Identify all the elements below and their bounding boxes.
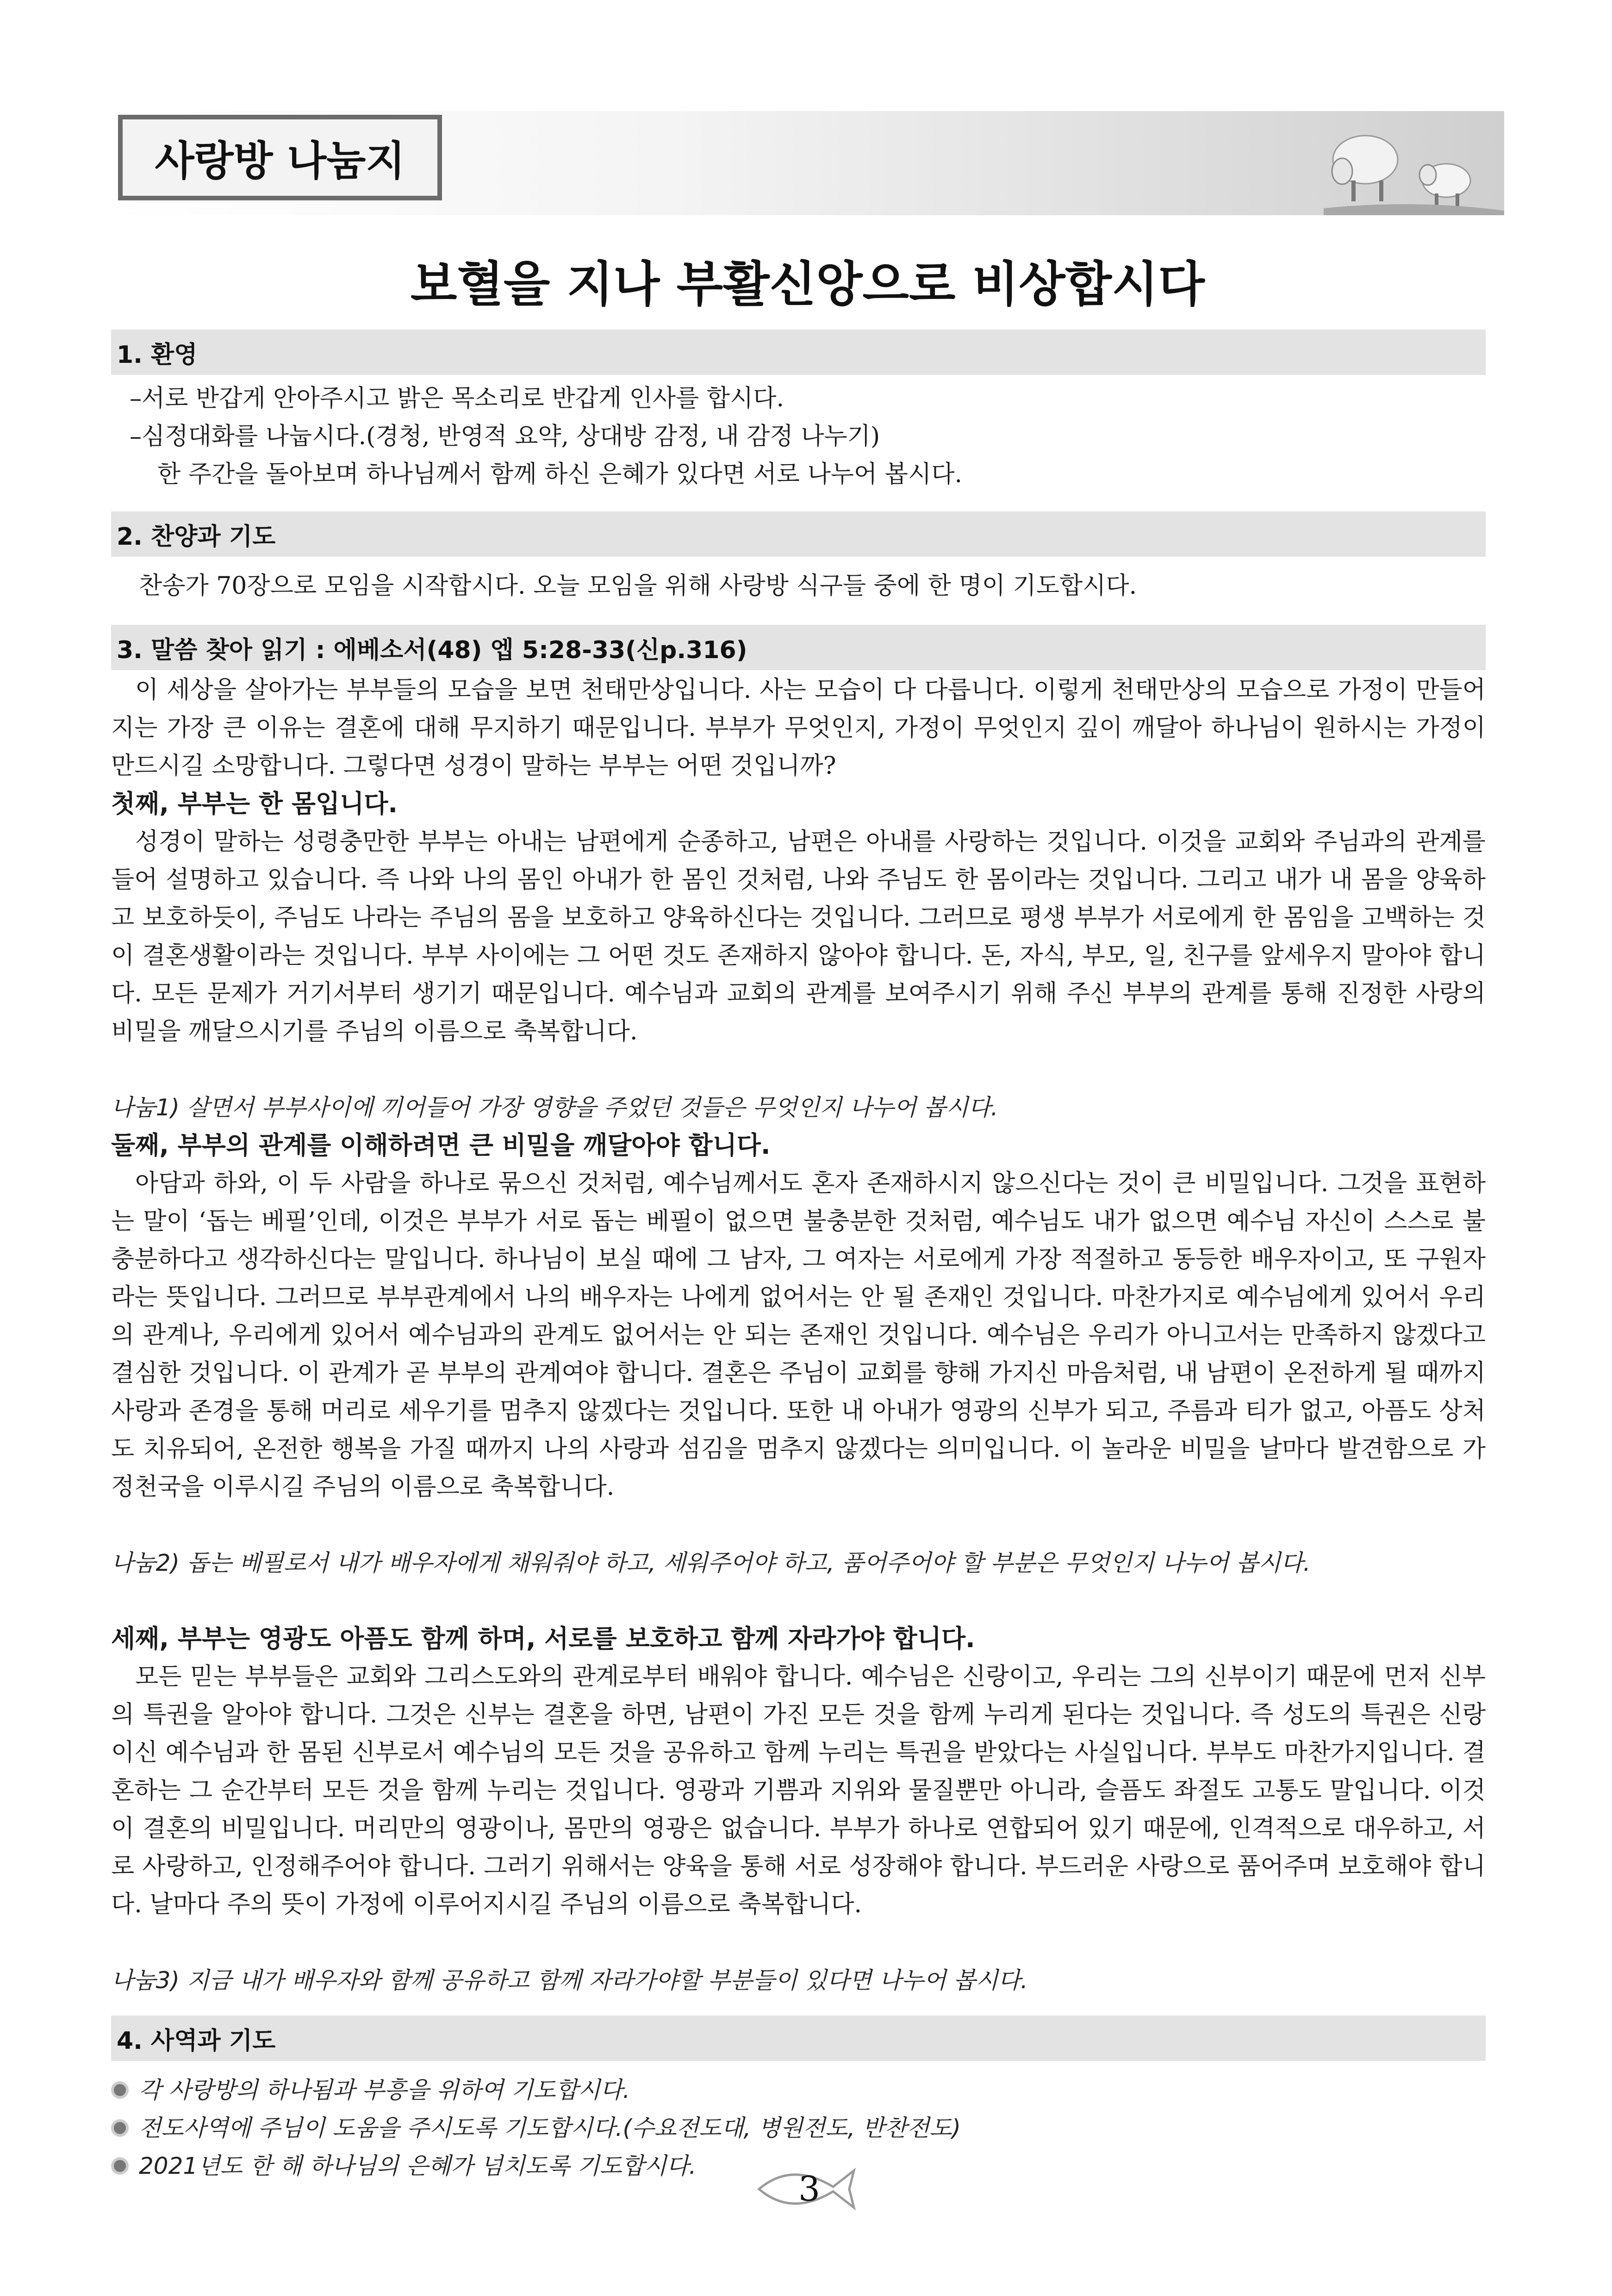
bullet-icon: [111, 2119, 129, 2137]
section-heading-welcome: [111, 330, 1486, 375]
section-heading-label: 1. 환영: [117, 341, 198, 369]
section-heading-label: 4. 사역과 기도: [117, 2027, 276, 2055]
prayer-item-text: 2021년도 한 해 하나님의 은혜가 넘치도록 기도합시다.: [139, 2153, 697, 2179]
share-question-2: 나눔2) 돕는 베필로서 내가 배우자에게 채워줘야 하고, 세워주어야 하고, 품어주어야 할 부분은 무엇인지 나누어 봅시다.: [111, 1549, 1311, 1576]
prayer-item-text: 전도사역에 주님이 도움을 주시도록 기도합시다.(수요전도대, 병원전도, 반찬전도): [139, 2115, 961, 2141]
point-3-title: 세째, 부부는 영광도 아픔도 함께 하며, 서로를 보호하고 함께 자라가야 합니다.: [111, 1624, 975, 1653]
point-1-title: 첫째, 부부는 한 몸입니다.: [111, 789, 398, 818]
welcome-line-2: –심정대화를 나눕시다.(경청, 반영적 요약, 상대방 감정, 내 감정 나누기): [130, 423, 880, 450]
point-2-body: 아담과 하와, 이 두 사람을 하나로 묶으신 것처럼, 예수님께서도 혼자 존재하시지 않으신다는 것이 큰 비밀입니다. 그것을 표현하는 말이 ‘돕는 베필’인데, 이것은 부부가 서로 돕는 베필이 없으면 불충분한 것처럼, 예수님도 내가 없으면 예수님 자신이 스스로 불충분하다고 생각하신다는 말입니다. 하나님이 보실 때에 그 남자, 그 여자는 서로에게 가장 적절하고 동등한 배우자이고, 또 구원자라는 뜻입니다. 그러므로 부부관계에서 나의 배우자는 나에게 없어서는 안 될 존재인 것입니다. 마찬가지로 예수님에게 있어서 우리의 관계나, 우리에게 있어서 예수님과의 관계도 없어서는 안 되는 존재인 것입니다. 예수님은 우리가 아니고서는 만족하지 않겠다고 결심한 것입니다. 이 관계가 곧 부부의 관계여야 합니다. 결혼은 주님이 교회를 향해 가지신 마음처럼, 내 남편이 온전하게 될 때까지 사랑과 존경을 통해 머리로 세우기를 멈추지 않겠다는 것입니다. 또한 내 아내가 영광의 신부가 되고, 주름과 티가 없고, 아픔도 상처도 치유되어, 온전한 행복을 가질 때까지 나의 사랑과 섬김을 멈추지 않겠다는 의미입니다. 이 놀라운 비밀을 날마다 발견함으로 가정천국을 이루시길 주님의 이름으로 축복합니다.: [111, 1170, 1486, 1501]
prayer-item: [111, 2071, 1486, 2109]
header-badge: [118, 115, 442, 200]
welcome-line-1: –서로 반갑게 안아주시고 밝은 목소리로 반갑게 인사를 합시다.: [130, 385, 784, 412]
header-badge-label: 사랑방 나눔지: [155, 137, 405, 185]
point-3-body: 모든 믿는 부부들은 교회와 그리스도와의 관계로부터 배워야 합니다. 예수님은 신랑이고, 우리는 그의 신부이기 때문에 먼저 신부의 특권을 알아야 합니다. 그것은 신부는 결혼을 하면, 남편이 가진 모든 것을 함께 누리게 된다는 것입니다. 즉 성도의 특권은 신랑이신 예수님과 한 몸된 신부로서 예수님의 모든 것을 공유하고 함께 누리는 특권을 받았다는 사실입니다. 부부도 마찬가지입니다. 결혼하는 그 순간부터 모든 것을 함께 누리는 것입니다. 영광과 기쁨과 지위와 물질뿐만 아니라, 슬픔도 좌절도 고통도 말입니다. 이것이 결혼의 비밀입니다. 머리만의 영광이나, 몸만의 영광은 없습니다. 부부가 하나로 연합되어 있기 때문에, 인격적으로 대우하고, 서로 사랑하고, 인정해주어야 합니다. 그러기 위해서는 양육을 통해 서로 성장해야 합니다. 부드러운 사랑으로 품어주며 보호해야 합니다. 날마다 주의 뜻이 가정에 이루어지시길 주님의 이름으로 축복합니다.: [111, 1663, 1486, 1918]
prayer-item-text: 각 사랑방의 하나됨과 부흥을 위하여 기도합시다.: [139, 2077, 630, 2103]
page-title: 보혈을 지나 부활신앙으로 비상합시다: [410, 256, 1205, 312]
share-question-1: 나눔1) 살면서 부부사이에 끼어들어 가장 영향을 주었던 것들은 무엇인지 나누어 봅시다.: [111, 1094, 998, 1121]
word-intro: 이 세상을 살아가는 부부들의 모습을 보면 천태만상입니다. 사는 모습이 다 다릅니다. 이렇게 천태만상의 모습으로 가정이 만들어지는 가장 큰 이유는 결혼에 대해 무지하기 때문입니다. 부부가 무엇인지, 가정이 무엇인지 깊이 깨달아 하나님이 원하시는 가정이 만드시길 소망합니다. 그렇다면 성경이 말하는 부부는 어떤 것입니까?: [111, 676, 1486, 780]
page-number: [754, 2159, 861, 2219]
section-heading-label: 2. 찬양과 기도: [117, 523, 276, 551]
section-heading-prayer: [111, 2016, 1486, 2061]
section-heading-praise: [111, 511, 1486, 557]
point-1-body: 성경이 말하는 성령충만한 부부는 아내는 남편에게 순종하고, 남편은 아내를 사랑하는 것입니다. 이것을 교회와 주님과의 관계를 들어 설명하고 있습니다. 즉 나와 나의 몸인 아내가 한 몸인 것처럼, 나와 주님도 한 몸이라는 것입니다. 그리고 내가 내 몸을 양육하고 보호하듯이, 주님도 나라는 주님의 몸을 보호하고 양육하신다는 것입니다. 그러므로 평생 부부가 서로에게 한 몸임을 고백하는 것이 결혼생활이라는 것입니다. 부부 사이에는 그 어떤 것도 존재하지 않아야 합니다. 돈, 자식, 부모, 일, 친구를 앞세우지 말아야 합니다. 모든 문제가 거기서부터 생기기 때문입니다. 예수님과 교회의 관계를 보여주시기 위해 주신 부부의 관계를 통해 진정한 사랑의 비밀을 깨달으시기를 주님의 이름으로 축복합니다.: [111, 828, 1486, 1045]
welcome-line-3: 한 주간을 돌아보며 하나님께서 함께 하신 은혜가 있다면 서로 나누어 봅시다.: [157, 460, 963, 488]
bullet-icon: [111, 2081, 129, 2099]
section-heading-word: [111, 625, 1486, 670]
section-heading-label: 3. 말씀 찾아 읽기 : 에베소서(48) 엡 5:28-33(신p.316): [117, 636, 747, 664]
share-question-3: 나눔3) 지금 내가 배우자와 함께 공유하고 함께 자라가야할 부분들이 있다면 나누어 봅시다.: [111, 1967, 1028, 1994]
prayer-item: [111, 2109, 1486, 2147]
sheep-illustration: [1324, 116, 1504, 215]
bullet-icon: [111, 2157, 129, 2175]
page-number-label: 3: [798, 2169, 821, 2209]
point-2-title: 둘째, 부부의 관계를 이해하려면 큰 비밀을 깨달아야 합니다.: [111, 1131, 771, 1160]
praise-text: 찬송가 70장으로 모임을 시작합시다. 오늘 모임을 위해 사랑방 식구들 중에 한 명이 기도합시다.: [139, 572, 1137, 600]
